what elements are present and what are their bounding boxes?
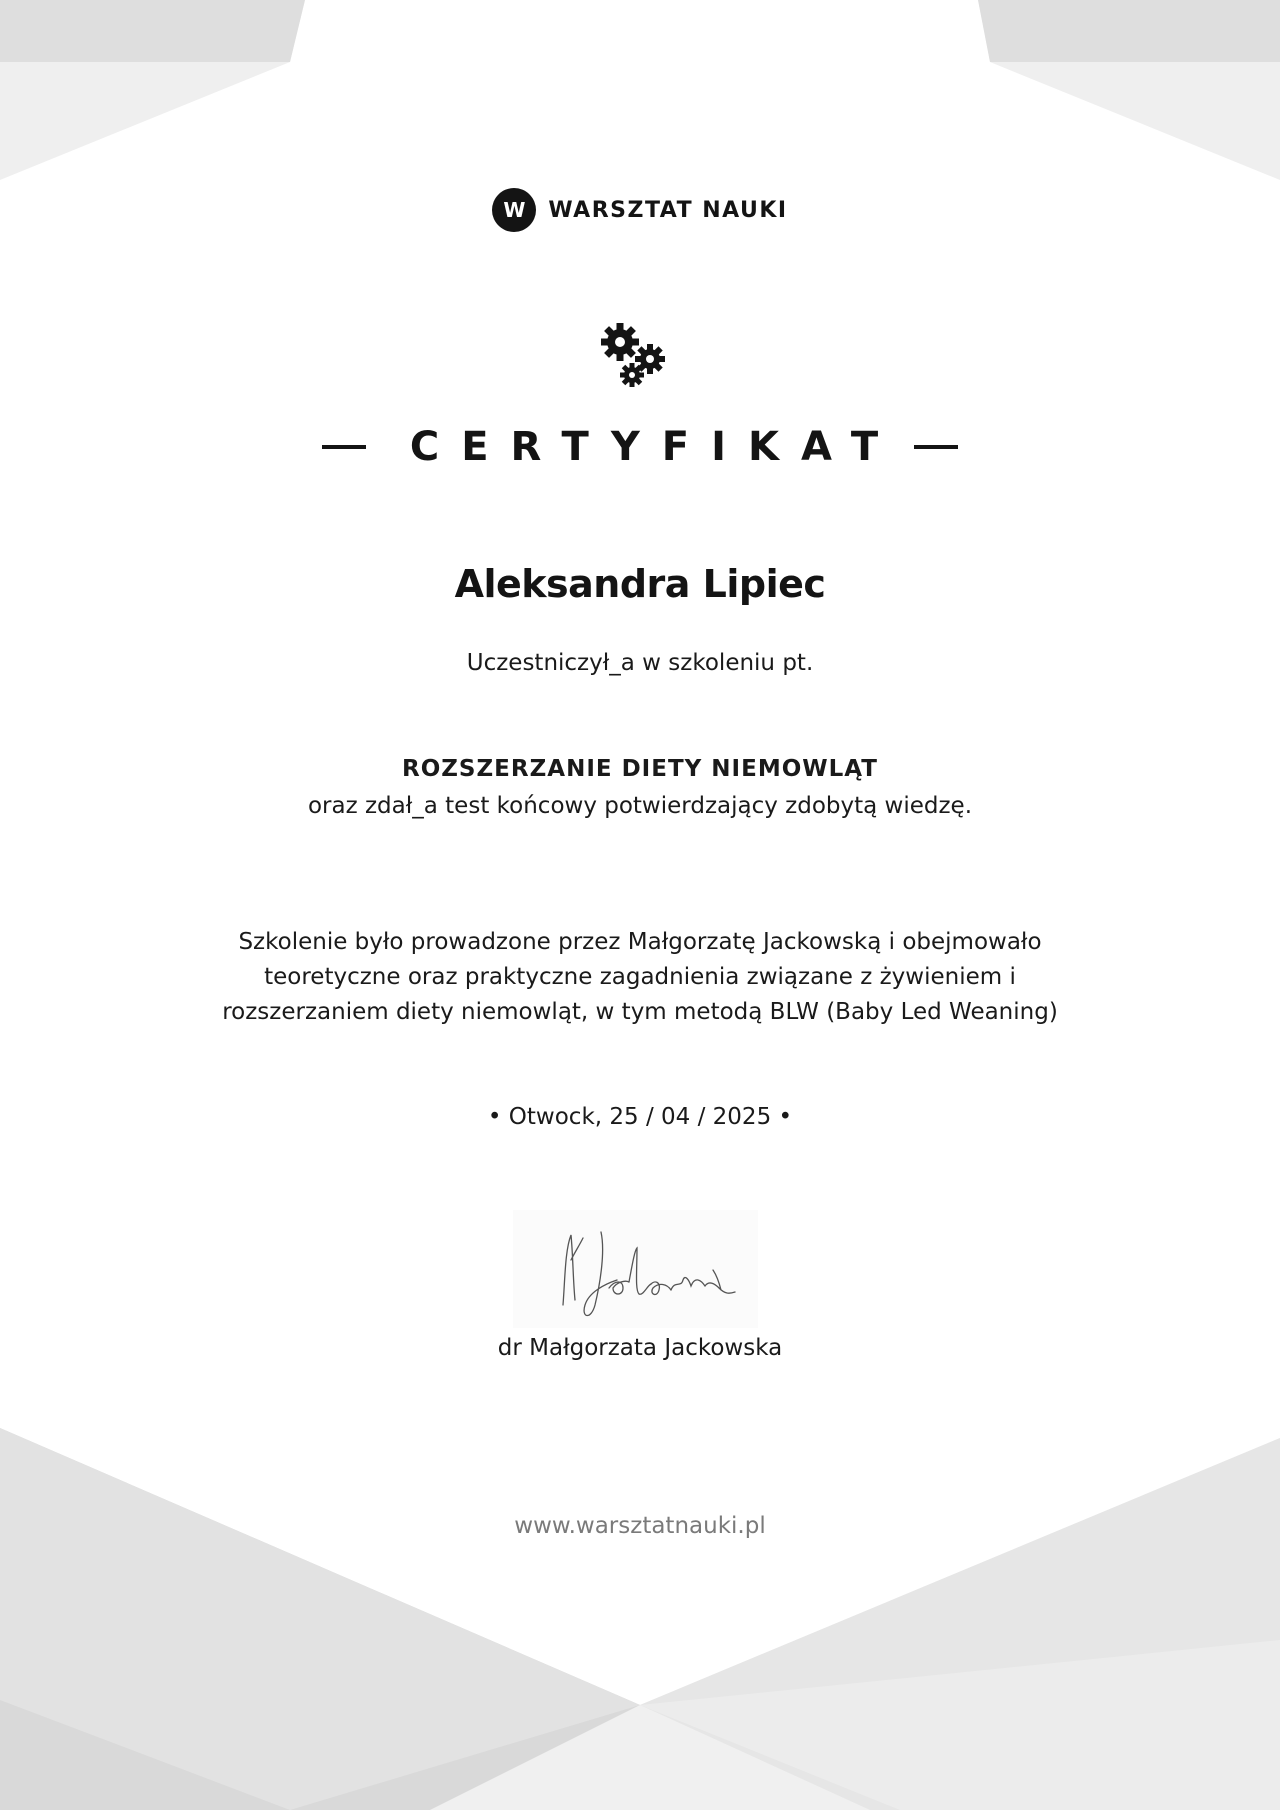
brand-logo[interactable] [0, 188, 1280, 232]
logo-mark: W [492, 188, 536, 232]
description-text: Szkolenie było prowadzone przez Małgorzatę Jackowską i obejmowało teoretyczne oraz praktyczne zagadnienia związane z żywieniem i rozszerzaniem diety niemowląt, w tym metodą BLW (Baby Led Weaning) [222, 929, 1058, 1025]
passed-text: oraz zdał_a test końcowy potwierdzający zdobytą wiedzę. [307, 793, 973, 819]
logo-text: WARSZTAT NAUKI [548, 197, 788, 223]
participation-text: Uczestniczył_a w szkoleniu pt. [466, 650, 814, 676]
title-row [0, 424, 1280, 470]
gears-icon [598, 322, 682, 390]
place-date: • Otwock, 25 / 04 / 2025 • [487, 1104, 793, 1130]
recipient-name: Aleksandra Lipiec [454, 562, 826, 606]
title-dash-left [322, 445, 366, 449]
website-link[interactable]: www.warsztatnauki.pl [514, 1513, 766, 1539]
signer-name: dr Małgorzata Jackowska [497, 1335, 783, 1361]
signature [513, 1210, 758, 1328]
title-dash-right [914, 445, 958, 449]
certificate-title: CERTYFIKAT [409, 424, 901, 470]
course-title: ROZSZERZANIE DIETY NIEMOWLĄT [401, 756, 878, 782]
